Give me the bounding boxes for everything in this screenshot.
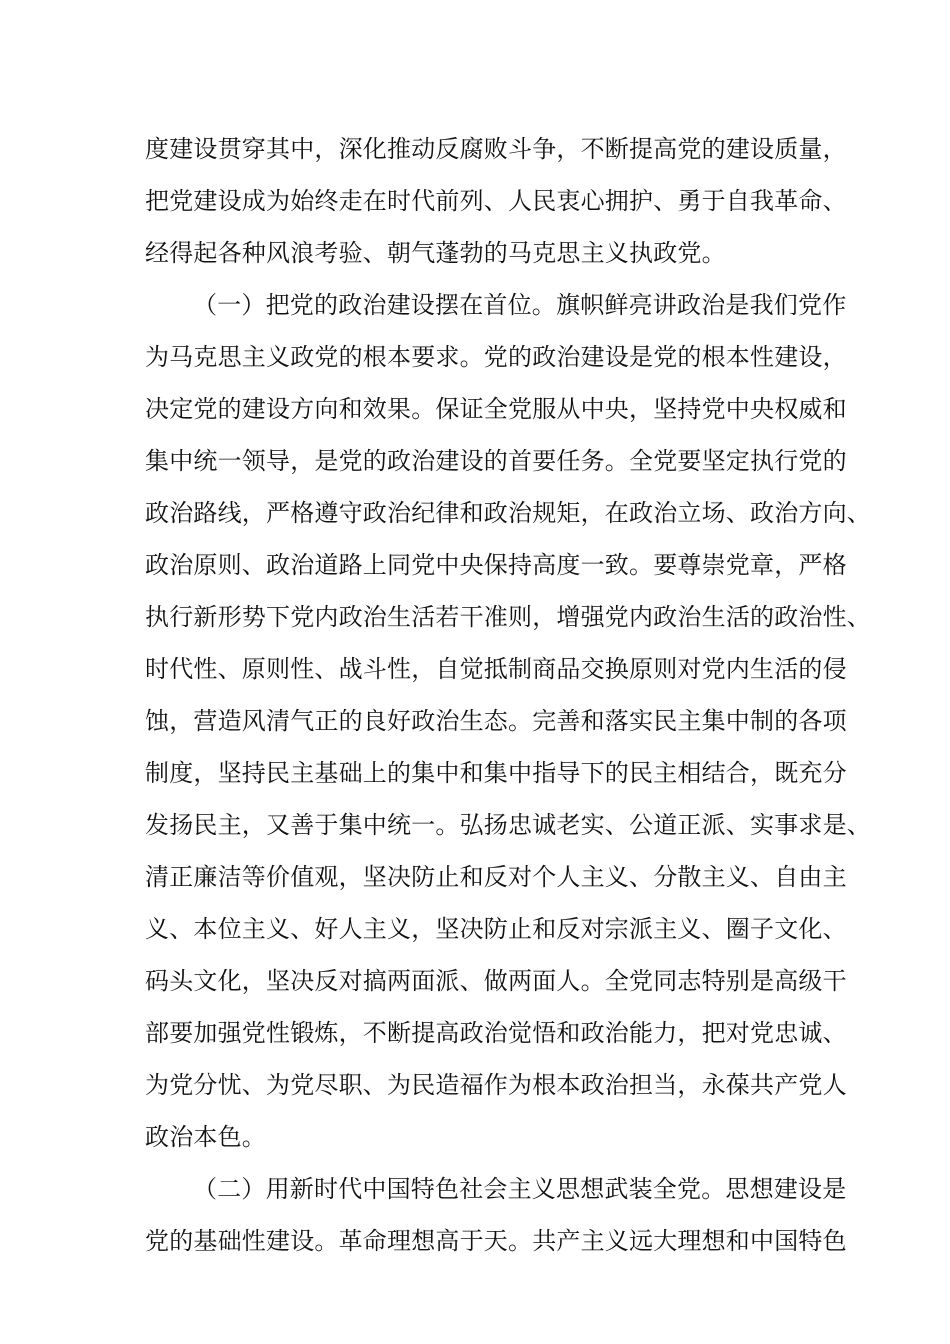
text-line: 决定党的建设方向和效果。保证全党服从中央，坚持党中央权威和 [145, 395, 847, 423]
paragraph-first-line: （一）把党的政治建设摆在首位。旗帜鲜亮讲政治是我们党作 [193, 291, 847, 319]
text-line: 义、本位主义、好人主义，坚决防止和反对宗派主义、圈子文化、 [145, 915, 847, 943]
text-line: 政治本色。 [145, 1123, 266, 1151]
text-line: 部要加强党性锻炼，不断提高政治觉悟和政治能力，把对党忠诚、 [145, 1019, 847, 1047]
text-line: 经得起各种风浪考验、朝气蓬勃的马克思主义执政党。 [145, 239, 726, 267]
text-line: 政治路线，严格遵守政治纪律和政治规矩，在政治立场、政治方向、 [145, 499, 871, 527]
text-line: 党的基础性建设。革命理想高于天。共产主义远大理想和中国特色 [145, 1227, 847, 1255]
text-line: 政治原则、政治道路上同党中央保持高度一致。要尊崇党章，严格 [145, 551, 847, 579]
text-line: 蚀，营造风清气正的良好政治生态。完善和落实民主集中制的各项 [145, 707, 847, 735]
text-line: 时代性、原则性、战斗性，自觉抵制商品交换原则对党内生活的侵 [145, 655, 847, 683]
text-line: 码头文化，坚决反对搞两面派、做两面人。全党同志特别是高级干 [145, 967, 847, 995]
text-line: 集中统一领导，是党的政治建设的首要任务。全党要坚定执行党的 [145, 447, 847, 475]
text-line: 为党分忧、为党尽职、为民造福作为根本政治担当，永葆共产党人 [145, 1071, 847, 1099]
text-line: 发扬民主，又善于集中统一。弘扬忠诚老实、公道正派、实事求是、 [145, 811, 871, 839]
text-line: 为马克思主义政党的根本要求。党的政治建设是党的根本性建设， [145, 343, 847, 371]
paragraph-first-line: （二）用新时代中国特色社会主义思想武装全党。思想建设是 [193, 1175, 847, 1203]
text-line: 把党建设成为始终走在时代前列、人民衷心拥护、勇于自我革命、 [145, 187, 847, 215]
text-line: 度建设贯穿其中，深化推动反腐败斗争，不断提高党的建设质量， [145, 135, 847, 163]
text-line: 执行新形势下党内政治生活若干准则，增强党内政治生活的政治性、 [145, 603, 871, 631]
text-line: 清正廉洁等价值观，坚决防止和反对个人主义、分散主义、自由主 [145, 863, 847, 891]
text-line: 制度，坚持民主基础上的集中和集中指导下的民主相结合，既充分 [145, 759, 847, 787]
